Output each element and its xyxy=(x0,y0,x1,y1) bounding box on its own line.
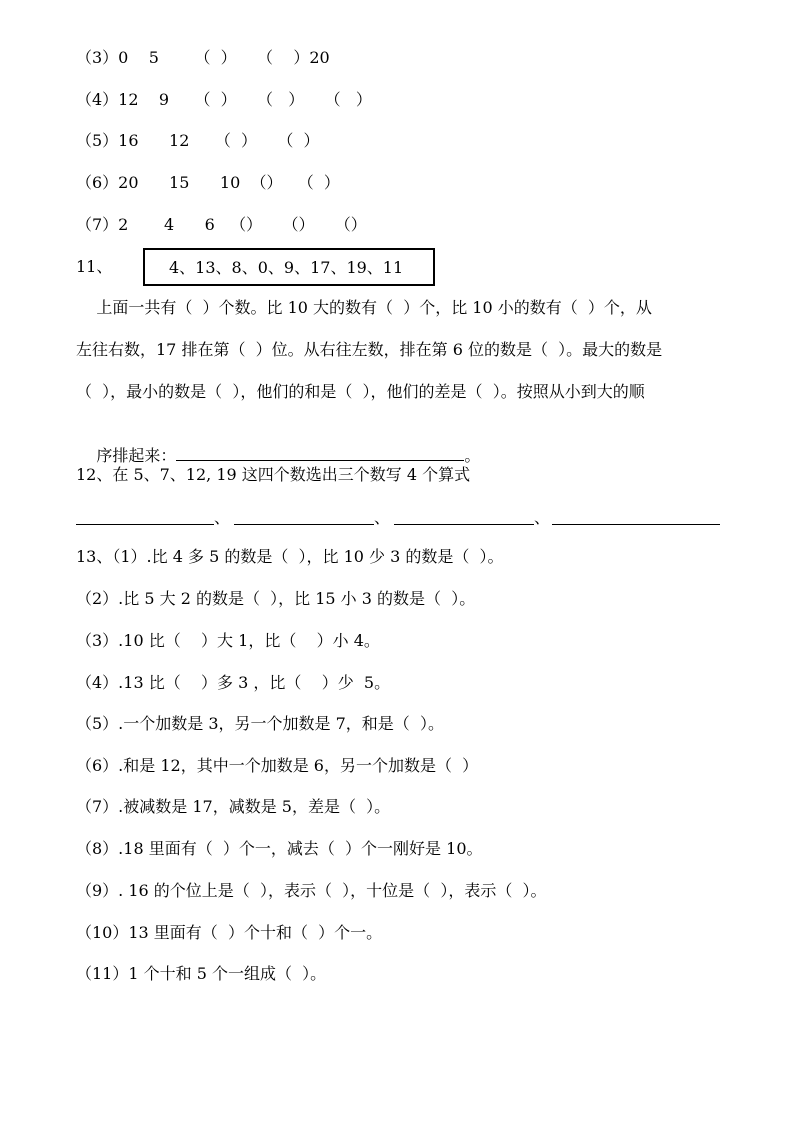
q11-number-box xyxy=(143,248,435,286)
q13-item-7: （7）.被减数是 17，减数是 5，差是（ ）。 xyxy=(76,797,391,816)
q12-blank-2[interactable] xyxy=(234,524,374,525)
q11-box-numbers: 4、13、8、0、9、17、19、11 xyxy=(169,258,404,277)
q11-line-4-suffix: 。 xyxy=(464,446,481,465)
q11-line-1: 上面一共有（ ）个数。比 10 大的数有（ ）个，比 10 小的数有（ ）个，从 xyxy=(76,298,652,317)
q12-sep-1: 、 xyxy=(214,508,231,527)
q13-item-5: （5）.一个加数是 3，另一个加数是 7，和是（ ）。 xyxy=(76,714,444,733)
q12-text: 12、在 5、7、12, 19 这四个数选出三个数写 4 个算式 xyxy=(76,465,471,484)
q12-blank-4[interactable] xyxy=(552,524,720,525)
q11-line-4-prefix: 序排起来： xyxy=(96,446,177,465)
q10-item-7: （7）2 4 6 （） （） （） xyxy=(76,215,367,234)
q11-line-2: 左往右数，17 排在第（ ）位。从右往左数，排在第 6 位的数是（ ）。最大的数是 xyxy=(76,340,663,359)
q12-blank-1[interactable] xyxy=(76,524,214,525)
q10-item-6: （6）20 15 10 （） （ ） xyxy=(76,173,340,192)
q13-item-9: （9）. 16 的个位上是（ ），表示（ ），十位是（ ），表示（ ）。 xyxy=(76,881,547,900)
q13-item-1: 13、（1）.比 4 多 5 的数是（ ），比 10 少 3 的数是（ ）。 xyxy=(76,547,504,566)
q10-item-5: （5）16 12 （ ） （ ） xyxy=(76,131,320,150)
q13-item-8: （8）.18 里面有（ ）个一，减去（ ）个一刚好是 10。 xyxy=(76,839,483,858)
q13-item-4: （4）.13 比（ ）多 3 ，比（ ）少 5。 xyxy=(76,673,391,692)
q12-sep-2: 、 xyxy=(374,508,391,527)
q13-item-2: （2）.比 5 大 2 的数是（ ），比 15 小 3 的数是（ ）。 xyxy=(76,589,476,608)
q13-item-11: （11）1 个十和 5 个一组成（ ）。 xyxy=(76,964,327,983)
q13-item-3: （3）.10 比（ ）大 1，比（ ）小 4。 xyxy=(76,631,380,650)
q11-answer-blank[interactable] xyxy=(176,444,464,461)
q11-line-3: （ ），最小的数是（ ），他们的和是（ ），他们的差是（ ）。按照从小到大的顺 xyxy=(76,382,645,401)
q12-blank-3[interactable] xyxy=(394,524,534,525)
q13-item-10: （10）13 里面有（ ）个十和（ ）个一。 xyxy=(76,923,383,942)
q13-item-6: （6）.和是 12，其中一个加数是 6，另一个加数是（ ） xyxy=(76,756,479,775)
q11-number: 11、 xyxy=(76,257,113,276)
q10-item-3: （3）0 5 （ ） （ ）20 xyxy=(76,48,330,67)
q12-sep-3: 、 xyxy=(534,508,551,527)
q10-item-4: （4）12 9 （ ） （ ） （ ） xyxy=(76,90,372,109)
